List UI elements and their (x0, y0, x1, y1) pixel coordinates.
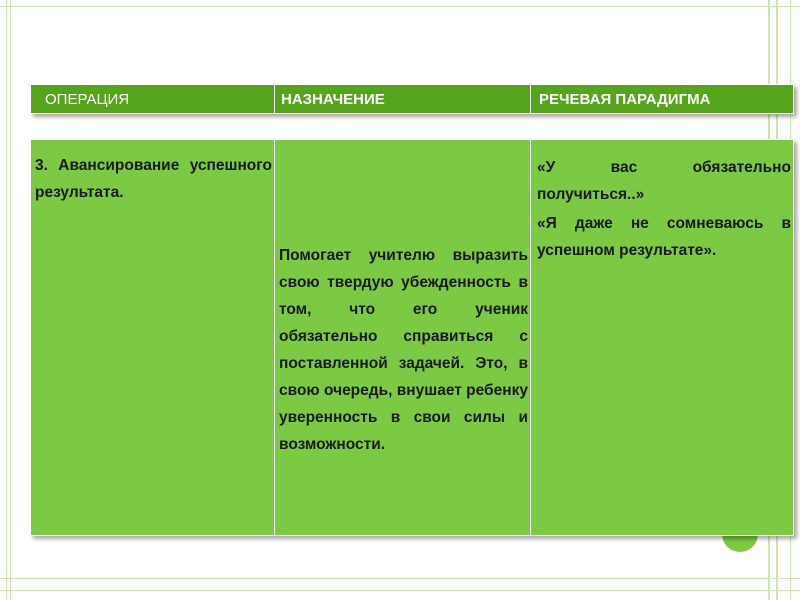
frame-line-bottom-2 (0, 590, 800, 591)
paradigm-phrase-2: «Я даже не сомневаюсь в успешном результате». (537, 215, 791, 259)
frame-line-top (0, 6, 800, 7)
frame-line-left (6, 0, 7, 600)
frame-line-left-inner (10, 0, 11, 600)
frame-line-bottom (0, 578, 800, 579)
header-paradigm: РЕЧЕВАЯ ПАРАДИГМА (531, 85, 793, 113)
cell-paradigm (531, 140, 793, 535)
paradigm-phrase-1: «У вас обязательно получиться..» (537, 159, 791, 203)
table-header-row (30, 84, 794, 114)
cell-purpose: Помогает учителю выразить свою твердую убежденность в том, что его ученик обязательно справиться с поставленной задачей. Это, в свою очередь, внушает ребенку уверенность в свои силы и возможности. (275, 140, 531, 535)
header-purpose: НАЗНАЧЕНИЕ (275, 85, 531, 113)
header-operation: ОПЕРАЦИЯ (31, 85, 275, 113)
table-body-row (30, 139, 794, 536)
cell-operation: 3. Авансирование успешного результата. (31, 140, 275, 535)
